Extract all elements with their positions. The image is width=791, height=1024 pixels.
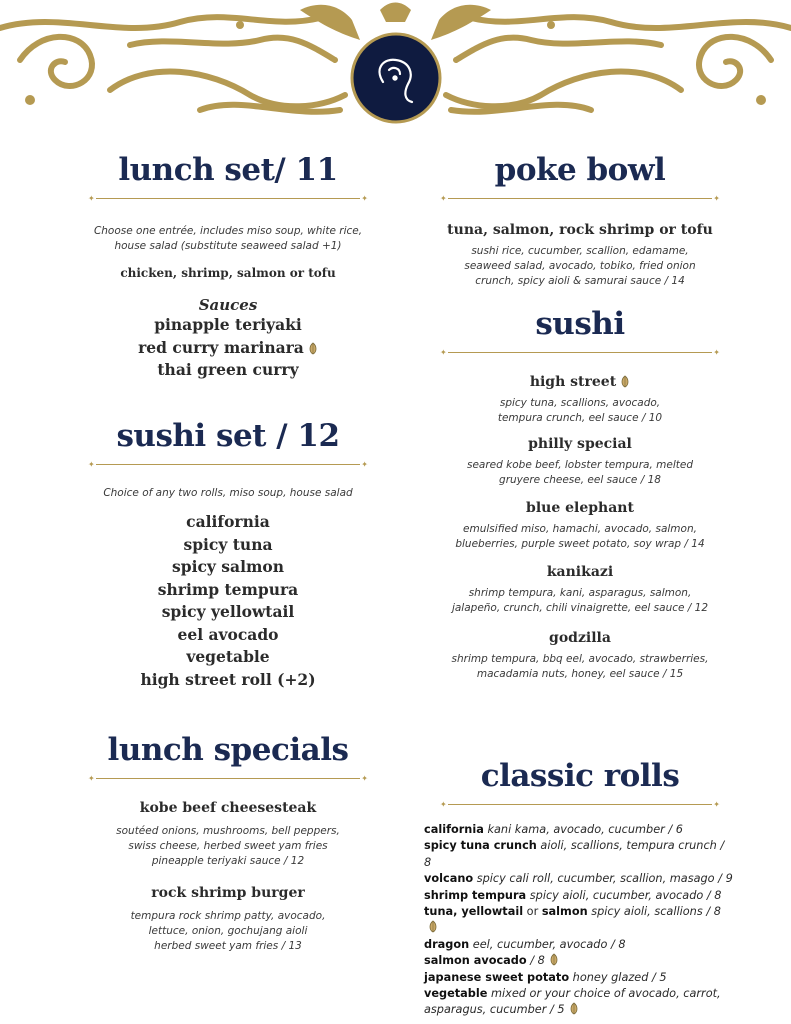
sushi-set-description: Choice of any two rolls, miso soup, house salad [103,487,353,499]
sauces-heading: Sauces [198,296,258,314]
sushi-set-title: sushi set / 12 [116,418,340,454]
sushi-item-name: high street [430,374,730,390]
special-item-name: kobe beef cheesesteak [139,800,317,816]
sushi-item-name: blue elephant [526,500,634,516]
header-ornament [0,0,791,130]
special-item-desc: soutéed onions, mushrooms, bell peppers, swiss cheese, herbed sweet yam fries pineapple teriyaki sauce / 12 [116,825,340,867]
roll-item: high street roll (+2) [140,669,316,689]
section-divider: ✦ ✦ [440,348,720,357]
sushi-set-section [78,418,378,691]
section-divider: ✦ ✦ [88,774,368,783]
leaf-icon [569,1002,579,1015]
roll-item: vegetable [186,647,270,666]
classic-roll-item: tuna, yellowtail or salmon spicy aioli, scallions / 8 [424,904,734,937]
section-divider: ✦ ✦ [440,194,720,203]
lunch-set-proteins: chicken, shrimp, salmon or tofu [120,266,336,280]
classic-roll-item: shrimp tempura spicy aioli, cucumber, avocado / 8 [424,888,722,902]
leaf-icon [549,953,559,966]
poke-bowl-title: poke bowl [494,152,666,188]
special-item-name: rock shrimp burger [151,885,305,901]
classic-roll-item: volcano spicy cali roll, cucumber, scallion, masago / 9 [424,872,733,886]
sushi-item-desc: shrimp tempura, kani, asparagus, salmon, jalapeño, crunch, chili vinaigrette, eel sauce / 12 [451,587,709,614]
roll-item: spicy yellowtail [161,602,295,621]
leaf-icon [308,342,318,355]
sushi-item-desc: emulsified miso, hamachi, avocado, salmon, blueberries, purple sweet potato, soy wrap / 14 [455,523,705,550]
roll-item: spicy tuna [183,534,273,554]
sushi-item-desc: seared kobe beef, lobster tempura, melted gruyere cheese, eel sauce / 18 [467,459,693,486]
leaf-icon [428,920,438,933]
sushi-section [430,306,730,682]
sauce-item: thai green curry [157,360,299,379]
poke-bowl-section [430,152,730,289]
lunch-set-title: lunch set/ 11 [118,152,338,188]
classic-roll-item: spicy tuna crunch aioli, scallions, tempura crunch / 8 [424,839,725,869]
roll-item: spicy salmon [172,557,284,576]
roll-item: california [186,512,270,531]
lunch-specials-title: lunch specials [107,732,349,768]
lunch-set-section [78,152,378,382]
classic-rolls-section [424,758,733,1019]
leaf-icon [620,375,630,388]
sushi-set-roll-list [78,511,378,691]
classic-roll-item: dragon eel, cucumber, avocado / 8 [424,937,626,951]
sushi-title: sushi [535,306,625,342]
classic-rolls-title: classic rolls [480,758,680,794]
sauce-item: red curry marinara [78,337,378,360]
special-item-desc: tempura rock shrimp patty, avocado, lettuce, onion, gochujang aioli herbed sweet yam fries / 13 [130,910,326,952]
classic-roll-item: california kani kama, avocado, cucumber / 6 [424,823,683,836]
classic-roll-item: japanese sweet potato honey glazed / 5 [424,970,667,984]
section-divider: ✦ ✦ [440,800,720,809]
classic-roll-item: salmon avocado / 8 [424,953,734,969]
lunch-set-desc-line: Choose one entrée, includes miso soup, white rice, [93,225,363,237]
sauce-item: pinapple teriyaki [154,315,302,334]
lunch-specials-section [78,732,378,954]
sushi-item-name: philly special [528,436,632,452]
classic-roll-item-continued: asparagus, cucumber / 5 [424,1002,734,1018]
roll-item: shrimp tempura [157,579,299,599]
section-divider: ✦ ✦ [88,194,368,203]
sushi-item-name: godzilla [549,630,611,646]
classic-rolls-list [424,822,734,1019]
sushi-item-desc: shrimp tempura, bbq eel, avocado, strawberries, macadamia nuts, honey, eel sauce / 15 [451,653,709,680]
poke-description: sushi rice, cucumber, scallion, edamame, seaweed salad, avocado, tobiko, fried onion crunch, spicy aioli & samurai sauce / 14 [464,245,696,287]
sushi-item-name: kanikazi [546,564,614,580]
classic-roll-item: vegetable mixed or your choice of avocado, carrot, [424,987,721,1001]
roll-item: eel avocado [177,624,279,644]
section-divider: ✦ ✦ [88,460,368,469]
lunch-set-description [78,224,378,254]
poke-proteins: tuna, salmon, rock shrimp or tofu [447,222,713,238]
lunch-set-desc-line: house salad (substitute seaweed salad +1) [114,240,342,252]
sushi-item-desc: spicy tuna, scallions, avocado, tempura crunch, eel sauce / 10 [497,397,663,424]
